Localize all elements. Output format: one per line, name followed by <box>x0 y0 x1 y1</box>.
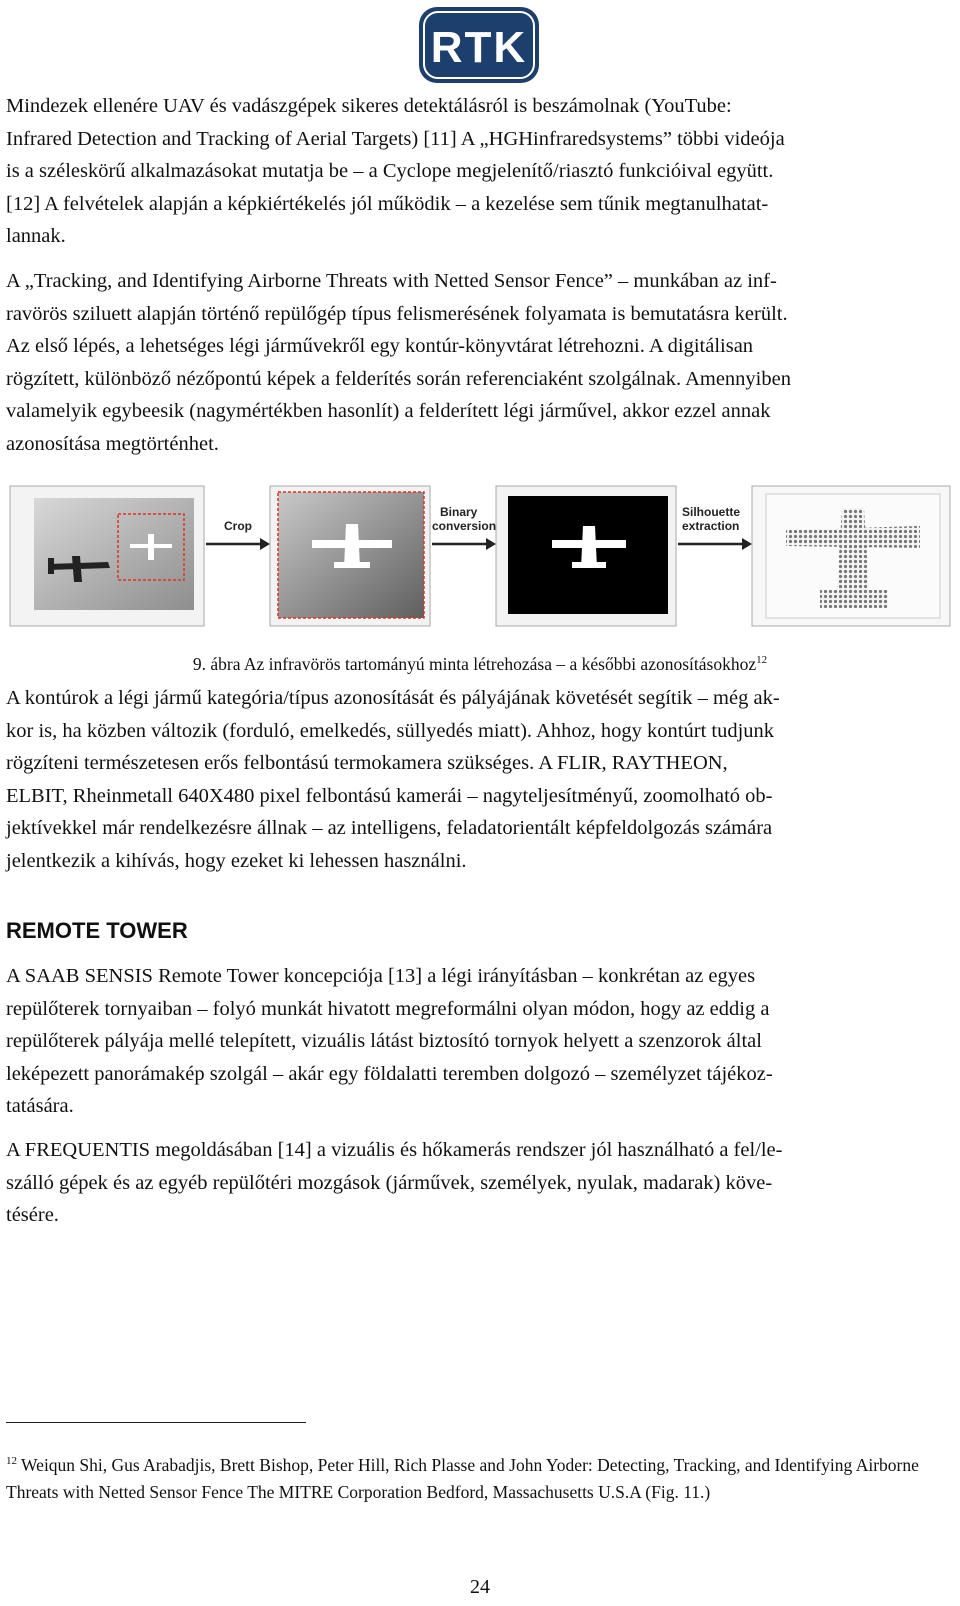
text-line: A kontúrok a légi jármű kategória/típus azonosítását és pályájának követését segítik – még ak- <box>6 687 780 709</box>
text-line: repülőterek pályája mellé telepített, vizuális látást biztosító tornyok helyett a szenzorok által <box>6 1030 762 1053</box>
step-label-binary-1: Binary <box>440 505 478 519</box>
text-line: A SAAB SENSIS Remote Tower koncepciója [13] a légi irányításban – konkrétan az egyes <box>6 965 756 987</box>
text-line: Infrared Detection and Tracking of Aerial Targets) [11] A „HGHinfraredsystems” többi videója <box>6 127 785 150</box>
text-line: ELBIT, Rheinmetall 640X480 pixel felbontású kamerái – nagyteljesítményű, zoomolható ob- <box>6 784 773 807</box>
figure-silhouette-pipeline <box>8 484 956 634</box>
paragraph-1 <box>6 90 954 253</box>
text-line: lannak. <box>6 225 66 248</box>
footnote-divider <box>6 1422 306 1423</box>
text-line: A FREQUENTIS megoldásában [14] a vizuális és hőkamerás rendszer jól használható a fel/le- <box>6 1139 783 1161</box>
text-line: tatására. <box>6 1095 74 1118</box>
text-line: leképezett panorámakép szolgál – akár egy földalatti teremben dolgozó – személyzet tájékoz- <box>6 1062 773 1085</box>
arrow-binary-conversion <box>432 505 496 550</box>
footnote-text: Weiqun Shi, Gus Arabadjis, Brett Bishop, Peter Hill, Rich Plasse and John Yoder: Detecting, Tracking, and Identifying Airborne Threats with Netted Sensor Fence The MITRE Corporation Bedford, Massachusetts U.S.A (Fig. 11.) <box>6 1454 919 1502</box>
rtk-logo <box>418 6 540 84</box>
step-label-binary-2: conversion <box>432 519 497 533</box>
text-line: azonosítása megtörténhet. <box>6 432 219 455</box>
step-label-silhouette-2: extraction <box>682 519 740 533</box>
arrow-crop <box>206 519 270 550</box>
text-line: Az első lépés, a lehetséges légi járművekről egy kontúr-könyvtárat létrehozni. A digitálisan <box>6 335 754 358</box>
paragraph-4 <box>6 960 954 1123</box>
text-line: [12] A felvételek alapján a képkiértékelés jól működik – a kezelése sem tűnik megtanulhatat- <box>6 192 769 215</box>
panel-silhouette-dots <box>752 486 950 626</box>
panel-cropped <box>270 486 430 626</box>
page-number: 24 <box>470 1576 490 1598</box>
footnote-number: 12 <box>6 1455 17 1467</box>
arrow-silhouette-extraction <box>678 505 752 550</box>
paragraph-2 <box>6 265 954 461</box>
text-line: A „Tracking, and Identifying Airborne Threats with Netted Sensor Fence” – munkában az inf- <box>6 270 777 292</box>
text-line: tésére. <box>6 1204 59 1227</box>
step-label-silhouette-1: Silhouette <box>682 505 741 519</box>
panel-original-ir <box>10 486 204 626</box>
step-label-crop: Crop <box>224 519 252 533</box>
text-line: rögzített, különböző nézőpontú képek a felderítés során referenciaként szolgálnak. Amennyiben <box>6 367 791 390</box>
panel-binary <box>496 486 676 626</box>
paragraph-3 <box>6 682 954 878</box>
text-line: jelentkezik a kihívás, hogy ezeket ki lehessen használni. <box>6 849 467 872</box>
text-line: jektívekkel már rendelkezésre állnak – az intelligens, feladatorientált képfeldolgozás számára <box>6 817 773 840</box>
figure-caption <box>0 654 960 675</box>
paragraph-5 <box>6 1134 954 1232</box>
section-heading: REMOTE TOWER <box>6 918 188 943</box>
text-line: ravörös sziluett alapján történő repülőgép típus felismerésének folyamata is bemutatásra került. <box>6 302 788 325</box>
text-line: kor is, ha közben változik (forduló, emelkedés, süllyedés miatt). Ahhoz, hogy kontúrt tudjunk <box>6 719 775 742</box>
text-line: valamelyik egybeesik (nagymértékben hasonlít) a felderített légi járművel, akkor ezzel annak <box>6 400 771 423</box>
text-line: rögzíteni természetesen erős felbontású termokamera szükséges. A FLIR, RAYTHEON, <box>6 752 728 775</box>
footnote-ref: 12 <box>756 654 768 667</box>
text-line: szálló gépek és az egyéb repülőtéri mozgások (járművek, személyek, nyulak, madarak) köve- <box>6 1171 773 1194</box>
logo-text: RTK <box>430 23 528 72</box>
footnote <box>6 1448 954 1506</box>
text-line: repülőterek tornyaiban – folyó munkát hivatott megreformálni olyan módon, hogy az eddig a <box>6 997 770 1020</box>
caption-text: 9. ábra Az infravörös tartományú minta létrehozása – a későbbi azonosításokhoz <box>192 654 757 674</box>
text-line: Mindezek ellenére UAV és vadászgépek sikeres detektálásról is beszámolnak (YouTube: <box>6 95 732 117</box>
text-line: is a széleskörű alkalmazásokat mutatja be – a Cyclope megjelenítő/riasztó funkcióival együtt. <box>6 160 774 183</box>
